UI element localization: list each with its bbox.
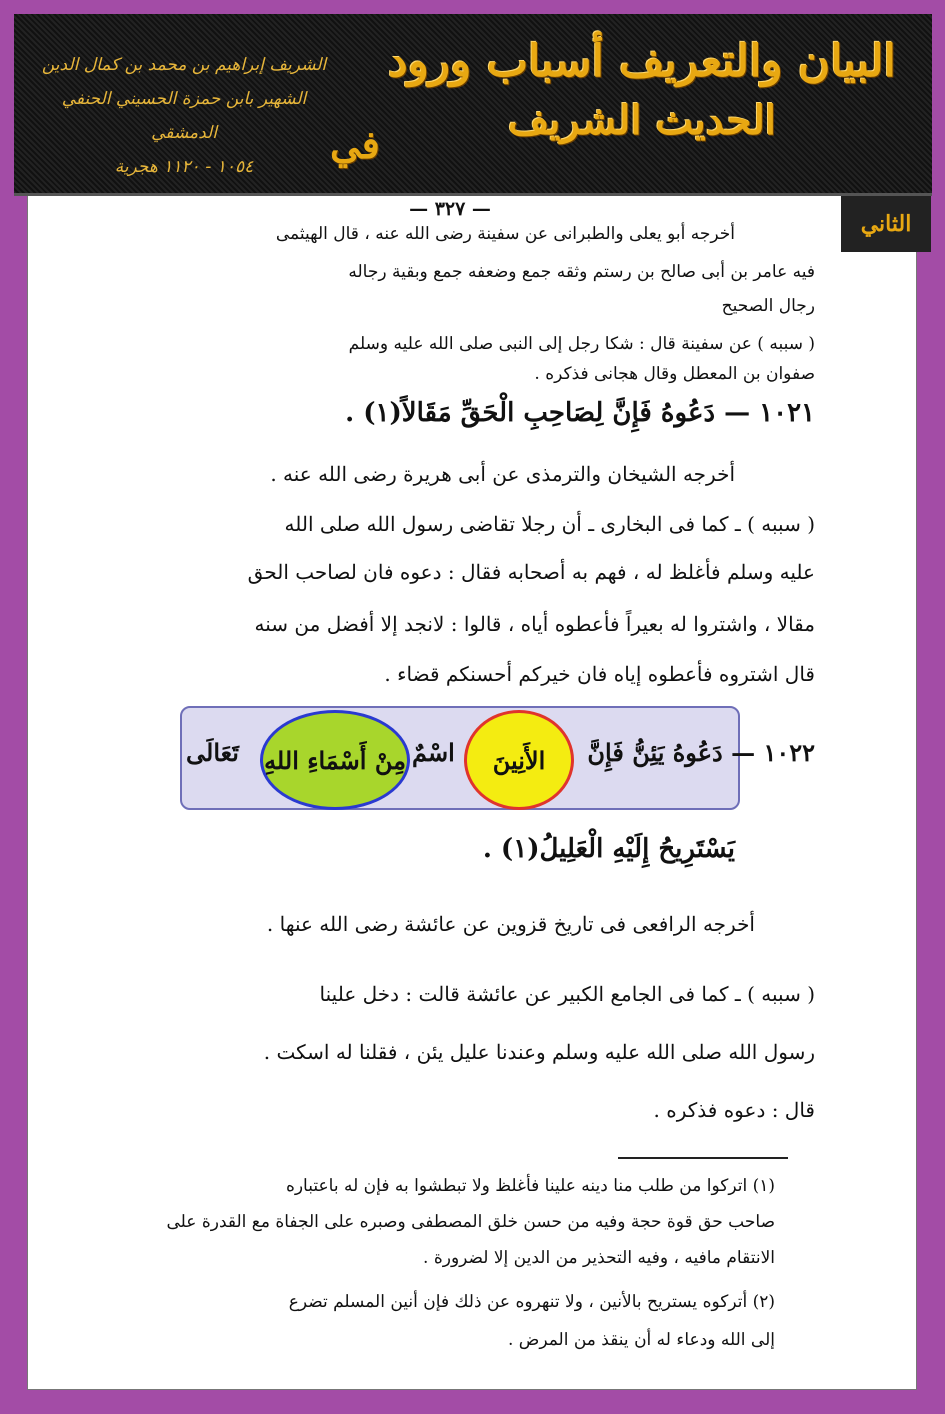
- author-dates: ١٠٥٤ - ١١٢٠ هجرية: [114, 157, 254, 177]
- text-line: رسول الله صلى الله عليه وسلم وعندنا عليل يئن ، فقلنا له اسكت .: [263, 1040, 815, 1064]
- hadith-1022-start: ١٠٢٢ — دَعُوهُ يَئِنُّ فَإِنَّ: [587, 738, 815, 767]
- book-title-line1: البيان والتعريف أسباب ورود: [388, 36, 896, 87]
- footnote-line: (٢) أتركوه يستريح بالأنين ، ولا تنهروه عن ذلك فإن أنين المسلم تضرع: [288, 1292, 775, 1312]
- author-block: [34, 48, 334, 184]
- hadith-1022-end: يَسْتَرِيحُ إِلَيْهِ الْعَلِيلُ(١) .: [482, 834, 735, 864]
- volume-tag: الثاني: [841, 196, 931, 252]
- book-title: [362, 32, 922, 150]
- text-line: فيه عامر بن أبى صالح بن رستم وثقه جمع وضعفه جمع وبقية رجاله: [348, 262, 815, 282]
- footnote-line: إلى الله ودعاء له أن ينقذ من المرض .: [507, 1330, 775, 1350]
- text-line: أخرجه أبو يعلى والطبرانى عن سفينة رضى الله عنه ، قال الهيثمى: [275, 224, 735, 244]
- hadith-1021: ١٠٢١ — دَعُوهُ فَإِنَّ لِصَاحِبِ الْحَقِّ مَقَالاً(١) .: [345, 398, 815, 428]
- text-line: ( سببه ) ـ كما فى البخارى ـ أن رجلا تقاضى رسول الله صلى الله: [284, 512, 815, 536]
- text-line: أخرجه الرافعى فى تاريخ قزوين عن عائشة رضى الله عنها .: [266, 912, 755, 936]
- highlight-oval-yellow: [464, 710, 574, 810]
- footnote-line: (١) اتركوا من طلب منا دينه علينا فأغلظ ولا تبطشوا به فإن له باعتباره: [285, 1176, 775, 1196]
- text-line: صفوان بن المعطل وقال هجانى فذكره .: [534, 364, 815, 384]
- text-line: أخرجه الشيخان والترمذى عن أبى هريرة رضى الله عنه .: [270, 462, 735, 486]
- footnote-line: صاحب حق قوة حجة وفيه من حسن خلق المصطفى وصبره على الجفاة مع القدرة على: [166, 1212, 775, 1232]
- footnote-divider: [618, 1157, 788, 1159]
- book-title-fi: في: [330, 122, 380, 167]
- text-line: قال اشتروه فأعطوه إياه فان خيركم أحسنكم قضاء .: [384, 662, 815, 686]
- text-line: رجال الصحيح: [721, 296, 815, 316]
- hadith-1022-word: الأَنِينَ: [492, 745, 546, 775]
- book-title-line2: الحديث الشريف: [507, 97, 777, 144]
- hadith-1022-ism: اسْمٌ: [412, 738, 455, 767]
- highlight-oval-green: [260, 710, 410, 810]
- text-line: ( سببه ) عن سفينة قال : شكا رجل إلى النبى صلى الله عليه وسلم: [348, 334, 815, 354]
- text-line: مقالا ، واشتروا له بعيراً فأعطوه أياه ، قالوا : لانجد إلا أفضل من سنه: [254, 612, 815, 636]
- hadith-1022-phrase: مِنْ أَسْمَاءِ اللهِ: [264, 745, 406, 775]
- page-number: — ٣٢٧ —: [409, 198, 491, 220]
- author-line1: الشريف إبراهيم بن محمد بن كمال الدين: [41, 55, 327, 75]
- text-line: عليه وسلم فأغلظ له ، فهم به أصحابه فقال : دعوه فان لصاحب الحق: [247, 560, 815, 584]
- text-line: ( سببه ) ـ كما فى الجامع الكبير عن عائشة قالت : دخل علينا: [319, 982, 815, 1006]
- hadith-1022-taala: تَعَالَى: [186, 738, 239, 767]
- footnote-line: الانتقام مافيه ، وفيه التحذير من الدين إلا لضرورة .: [423, 1248, 775, 1268]
- title-banner: [14, 14, 932, 196]
- author-line2: الشهير بابن حمزة الحسيني الحنفي الدمشقي: [61, 89, 307, 143]
- text-line: قال : دعوه فذكره .: [653, 1098, 815, 1122]
